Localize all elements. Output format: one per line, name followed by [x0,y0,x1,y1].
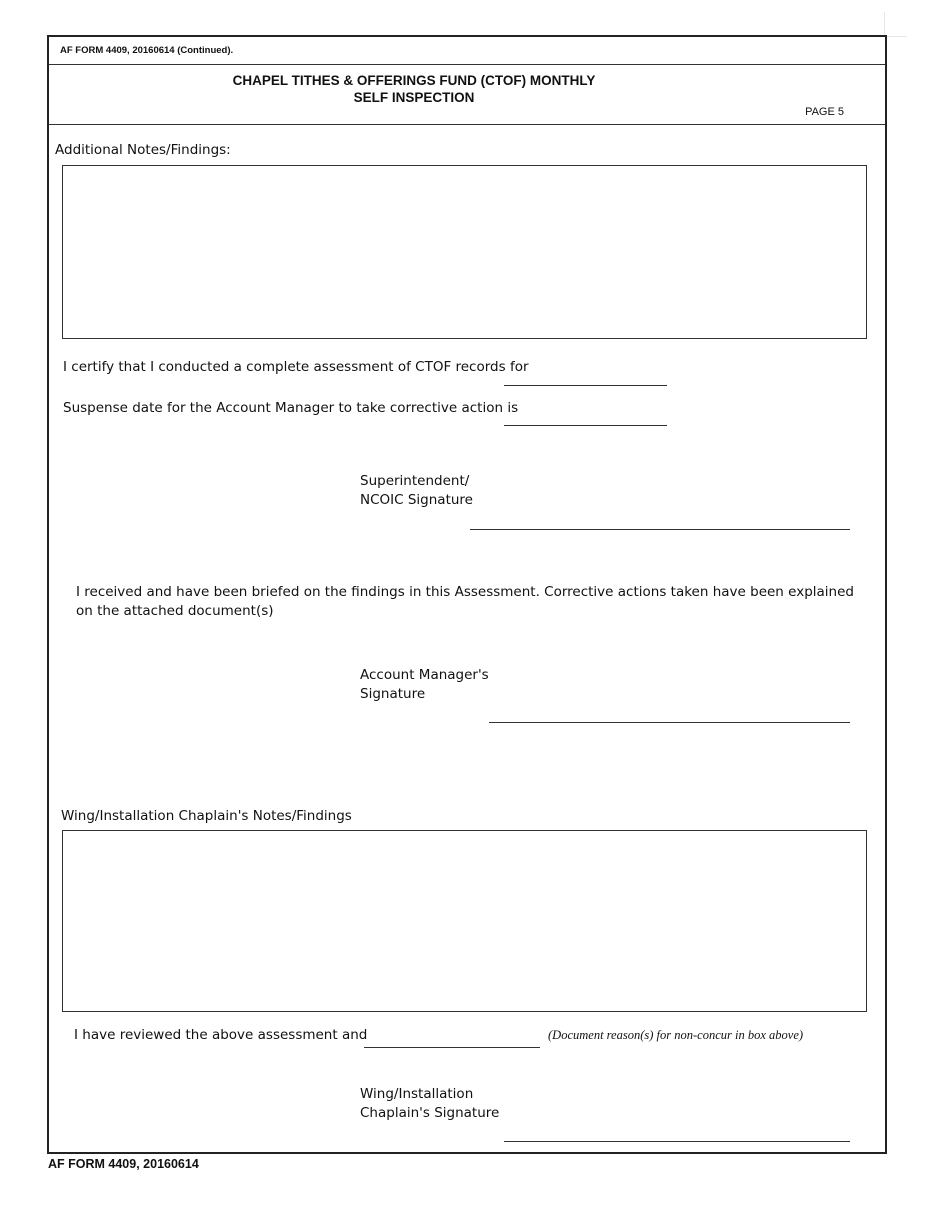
additional-notes-field[interactable] [62,165,867,339]
form-continued-text: AF FORM 4409, 20160614 (Continued). [60,45,234,56]
form-footer: AF FORM 4409, 20160614 [48,1157,199,1171]
page-number: PAGE 5 [805,106,844,118]
suspense-text: Suspense date for the Account Manager to take corrective action is [63,400,519,416]
additional-notes-label: Additional Notes/Findings: [55,142,231,158]
superintendent-sig-label-1: Superintendent/ [360,473,470,489]
certify-text: I certify that I conducted a complete assessment of CTOF records for [63,359,529,375]
chaplain-sig-label-1: Wing/Installation [360,1086,474,1102]
form-continued-header [49,37,885,65]
concur-nonconcur-field[interactable] [364,1047,540,1048]
account-manager-signature-field[interactable] [489,722,850,723]
form-title-line2: SELF INSPECTION [353,90,475,105]
form-title-line1: CHAPEL TITHES & OFFERINGS FUND (CTOF) MONTHLY [232,73,596,88]
nonconcur-note: (Document reason(s) for non-concur in box above) [548,1028,804,1042]
account-manager-sig-label-2: Signature [360,686,426,702]
suspense-date-field[interactable] [504,425,667,426]
form-title-block [49,64,885,125]
certify-date-field[interactable] [504,385,667,386]
reviewed-text: I have reviewed the above assessment and [74,1027,368,1043]
account-manager-sig-label-1: Account Manager's [360,667,489,683]
chaplain-notes-label: Wing/Installation Chaplain's Notes/Findings [61,808,352,824]
page-corner-mark [884,12,907,37]
received-briefed-text: I received and have been briefed on the findings in this Assessment. Corrective actions taken have been explained on the attached document(s) [76,584,854,619]
chaplain-signature-field[interactable] [504,1141,850,1142]
superintendent-sig-label-2: NCOIC Signature [360,492,473,508]
chaplain-sig-label-2: Chaplain's Signature [360,1105,500,1121]
chaplain-notes-field[interactable] [62,830,867,1012]
superintendent-signature-field[interactable] [470,529,850,530]
